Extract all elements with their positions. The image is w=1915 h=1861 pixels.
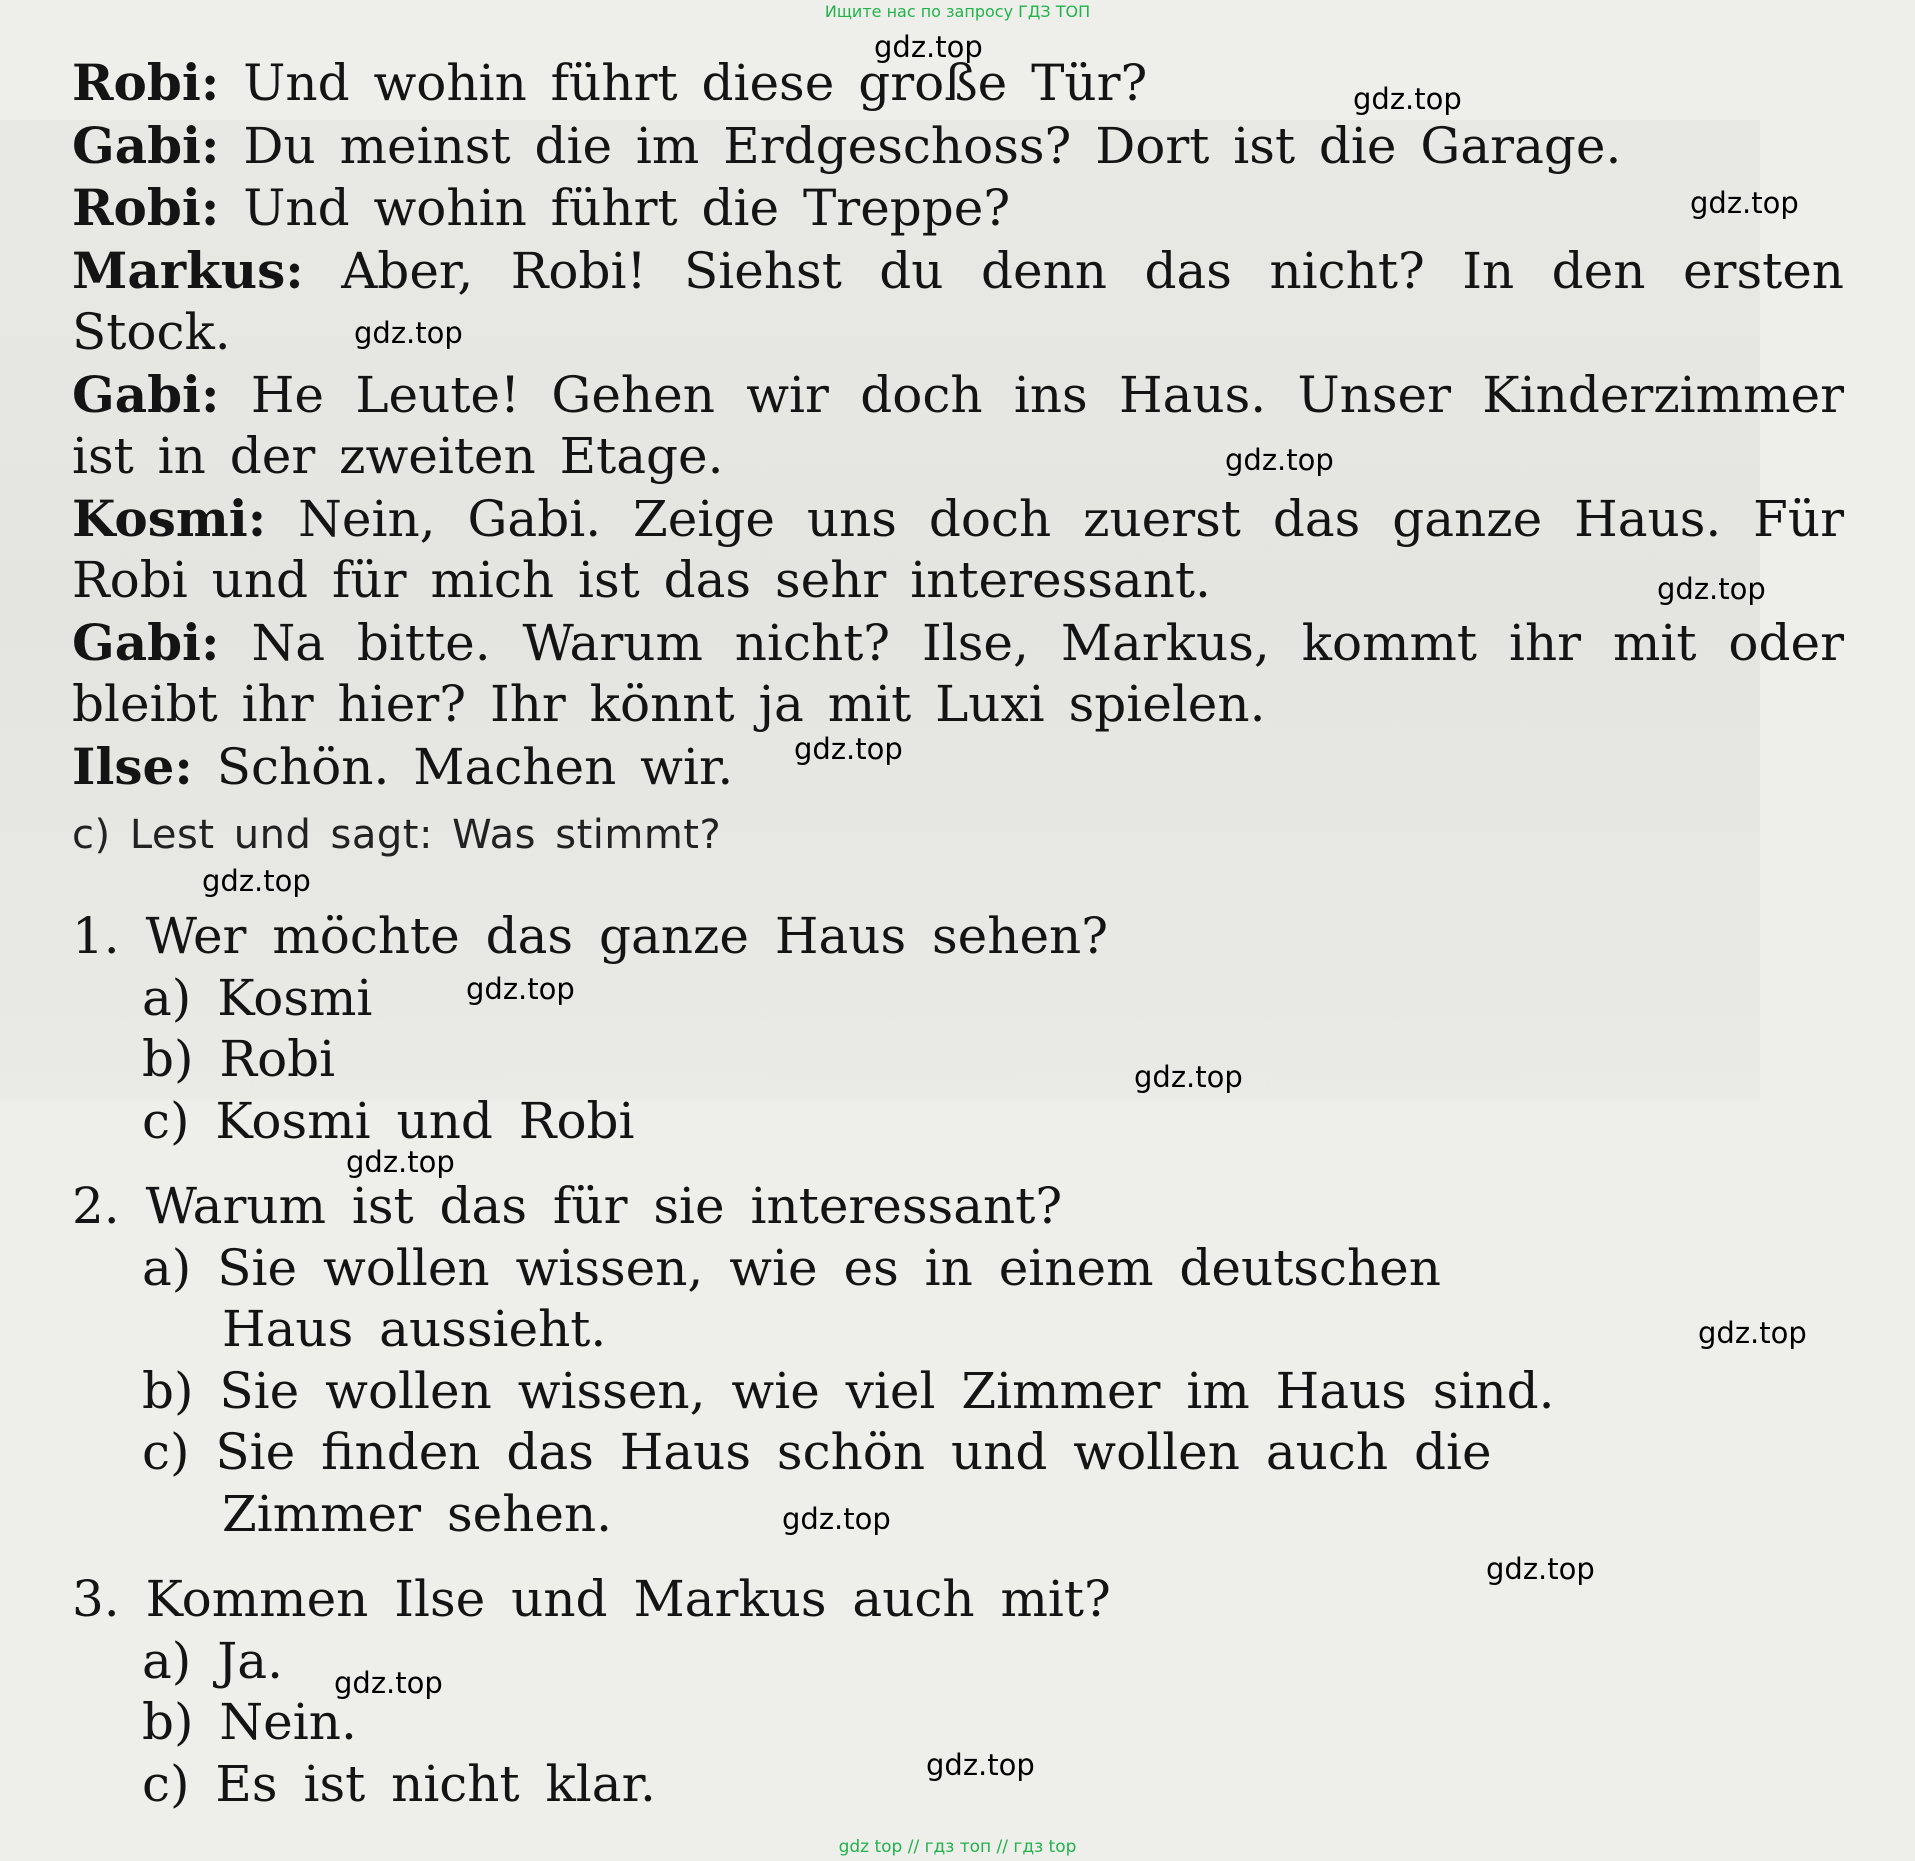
watermark: gdz.top — [926, 1748, 1035, 1782]
option-label: c) — [142, 1754, 190, 1813]
option-label: a) — [142, 968, 192, 1027]
option-text: Nein. — [219, 1693, 357, 1751]
option-text: Sie wollen wissen, wie es in einem deutschen — [217, 1238, 1441, 1297]
watermark: gdz.top — [202, 864, 311, 898]
option-label: b) — [142, 1030, 194, 1088]
option-text: Robi — [219, 1030, 336, 1088]
option-text-continued: Zimmer sehen. — [222, 1484, 613, 1543]
option-label: c) — [142, 1423, 190, 1481]
question-title — [72, 906, 1772, 968]
line-text: Aber, Robi! Siehst du denn das nicht? In den ersten Stock. — [72, 241, 1844, 361]
option-text: Kosmi — [217, 968, 373, 1027]
answer-option — [72, 1754, 1772, 1816]
watermark: gdz.top — [354, 316, 463, 350]
watermark: gdz.top — [1353, 82, 1462, 116]
answer-option — [72, 1029, 1772, 1091]
task-instruction: c) Lest und sagt: Was stimmt? — [72, 812, 722, 858]
watermark: gdz.top — [1486, 1552, 1595, 1586]
option-text: Es ist nicht klar. — [215, 1754, 656, 1813]
dialogue-line — [72, 240, 1844, 364]
watermark: gdz.top — [334, 1666, 443, 1700]
dialogue-line — [72, 177, 1844, 240]
questions — [72, 906, 1772, 1839]
watermark: gdz.top — [346, 1145, 455, 1179]
dialogue-line — [72, 488, 1844, 612]
watermark: gdz.top — [1657, 572, 1766, 606]
option-text: Kosmi und Robi — [215, 1091, 635, 1150]
watermark: gdz.top — [1225, 443, 1334, 477]
question — [72, 1569, 1772, 1815]
line-text: Na bitte. Warum nicht? Ilse, Markus, kommt ihr mit oder bleibt ihr hier? Ihr könnt ja mit Luxi spielen. — [72, 613, 1844, 733]
option-label: a) — [142, 1238, 192, 1297]
option-label: c) — [142, 1091, 190, 1150]
line-text: Und wohin führt diese große Tür? — [243, 54, 1148, 112]
speaker: Robi: — [72, 53, 220, 112]
speaker: Gabi: — [72, 115, 220, 175]
speaker: Robi: — [72, 178, 220, 237]
option-text: Ja. — [217, 1631, 283, 1690]
question — [72, 1176, 1772, 1545]
line-text: He Leute! Gehen wir doch ins Haus. Unser Kinderzimmer ist in der zweiten Etage. — [72, 365, 1844, 485]
watermark: gdz.top — [782, 1502, 891, 1536]
dialogue-line — [72, 364, 1844, 488]
question-text: Kommen Ilse und Markus auch mit? — [145, 1570, 1111, 1628]
question-text: Warum ist das für sie interessant? — [145, 1177, 1063, 1235]
speaker: Gabi: — [72, 364, 220, 424]
answer-option — [72, 1692, 1772, 1754]
bottom-banner: gdz top // гдз топ // гдз top — [838, 1837, 1077, 1857]
dialogue-line — [72, 115, 1844, 178]
question-number: 3. — [72, 1570, 120, 1628]
question-number: 1. — [72, 907, 120, 965]
question-text: Wer möchte das ganze Haus sehen? — [145, 907, 1109, 965]
watermark: gdz.top — [874, 30, 983, 64]
line-text: Und wohin führt die Treppe? — [243, 179, 1011, 237]
line-text: Nein, Gabi. Zeige uns doch zuerst das ganze Haus. Für Robi und für mich ist das sehr interessant. — [72, 489, 1844, 609]
question-title — [72, 1176, 1772, 1238]
question-number: 2. — [72, 1177, 120, 1235]
answer-option — [72, 1422, 1772, 1545]
watermark: gdz.top — [794, 732, 903, 766]
answer-option — [72, 1631, 1772, 1693]
watermark: gdz.top — [466, 972, 575, 1006]
option-text: Sie wollen wissen, wie viel Zimmer im Haus sind. — [219, 1361, 1555, 1420]
watermark: gdz.top — [1698, 1316, 1807, 1350]
watermark: gdz.top — [1690, 186, 1799, 220]
answer-option — [72, 1091, 1772, 1153]
line-text: Du meinst die im Erdgeschoss? Dort ist die Garage. — [243, 116, 1622, 175]
question — [72, 906, 1772, 1152]
answer-option — [72, 1361, 1772, 1423]
top-banner: Ищите нас по запросу ГДЗ ТОП — [824, 2, 1091, 21]
dialogue-line — [72, 736, 1844, 799]
option-text-continued: Haus aussieht. — [222, 1300, 607, 1358]
answer-option — [72, 1238, 1772, 1361]
speaker: Kosmi: — [72, 488, 267, 548]
speaker: Ilse: — [72, 736, 193, 796]
option-text: Sie finden das Haus schön und wollen auch die — [215, 1423, 1492, 1481]
watermark: gdz.top — [1134, 1060, 1243, 1094]
dialogue — [72, 52, 1844, 798]
option-label: b) — [142, 1693, 194, 1751]
option-label: a) — [142, 1631, 192, 1690]
dialogue-line — [72, 612, 1844, 736]
speaker: Gabi: — [72, 612, 220, 672]
line-text: Schön. Machen wir. — [216, 737, 734, 796]
option-label: b) — [142, 1361, 194, 1420]
speaker: Markus: — [72, 240, 304, 300]
answer-option — [72, 968, 1772, 1030]
